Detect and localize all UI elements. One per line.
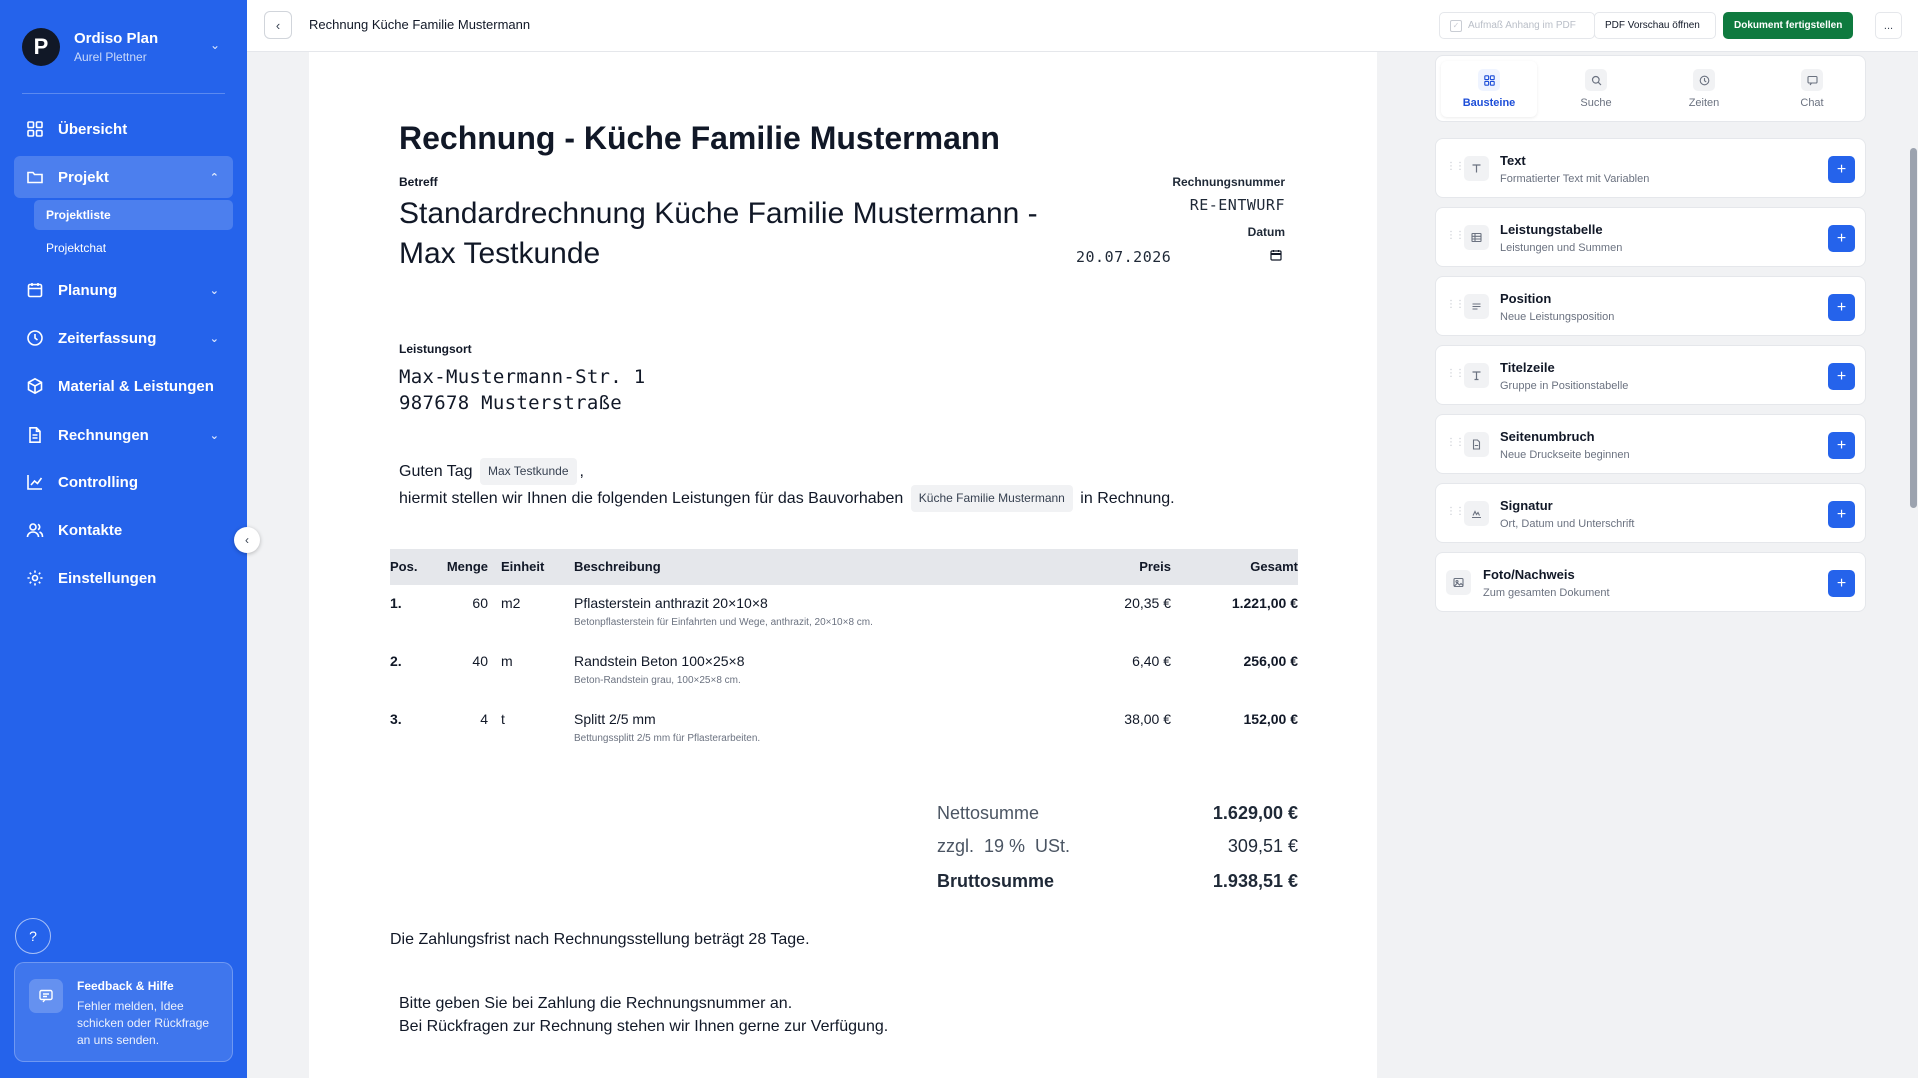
box-icon (24, 375, 46, 397)
block-subtitle: Neue Druckseite beginnen (1500, 449, 1630, 461)
question-icon: ? (29, 928, 37, 944)
panel-tabs (1435, 55, 1866, 122)
leistungsort-label: Leistungsort (399, 342, 472, 356)
drag-handle-icon[interactable]: ⋮⋮ (1446, 506, 1464, 517)
betreff-label: Betreff (399, 175, 438, 189)
row-title: Randstein Beton 100×25×8 (574, 653, 745, 669)
row-preis: 20,35 € (1124, 595, 1171, 611)
row-menge: 60 (472, 595, 488, 611)
row-title: Pflasterstein anthrazit 20×10×8 (574, 595, 768, 611)
chart-icon (24, 471, 46, 493)
row-einheit: m2 (501, 595, 521, 611)
sidebar-item-label: Kontakte (58, 521, 123, 539)
block-title: Leistungstabelle (1500, 222, 1603, 237)
add-block-button[interactable]: + (1828, 156, 1855, 183)
document-canvas (247, 52, 1415, 1078)
netto-row (937, 803, 1298, 827)
sidebar-item-rechnungen[interactable] (14, 414, 233, 456)
add-block-button[interactable]: + (1828, 501, 1855, 528)
block-subtitle: Neue Leistungsposition (1500, 311, 1615, 323)
rechnungsnummer-label: Rechnungsnummer (1172, 175, 1285, 189)
tab-label: Chat (1800, 97, 1824, 109)
body-text: hiermit stellen wir Ihnen die folgenden Leistungen für das Bauvorhaben (399, 490, 904, 507)
block-title: Text (1500, 153, 1526, 168)
sidebar-item-label: Einstellungen (58, 569, 157, 587)
tab-suche[interactable] (1548, 61, 1644, 117)
aufmass-checkbox[interactable] (1439, 12, 1595, 39)
sidebar-subitem-label: Projektliste (46, 208, 111, 222)
back-button[interactable] (264, 11, 292, 39)
app-logo: P (22, 28, 60, 66)
sidebar-item-label: Projekt (58, 168, 109, 186)
row-einheit: m (501, 653, 513, 669)
pdf-preview-button[interactable] (1594, 12, 1716, 39)
brutto-value: 1.938,51 € (1212, 871, 1298, 891)
sidebar-subitem-projektchat[interactable] (34, 233, 233, 263)
chevron-down-icon: ⌄ (209, 429, 219, 442)
add-block-button[interactable]: + (1828, 432, 1855, 459)
image-icon (1446, 570, 1471, 595)
chevron-left-icon: ‹ (275, 17, 281, 33)
payment-term-text[interactable]: Die Zahlungsfrist nach Rechnungsstellung beträgt 28 Tage. (390, 931, 810, 948)
datum-label: Datum (1247, 225, 1285, 239)
block-text[interactable] (1435, 138, 1866, 198)
block-leistungstabelle[interactable] (1435, 207, 1866, 267)
finish-document-button[interactable]: Dokument fertigstellen (1723, 12, 1853, 39)
drag-handle-icon[interactable]: ⋮⋮ (1446, 437, 1464, 448)
calendar-icon[interactable] (1270, 249, 1282, 261)
top-bar (247, 0, 1918, 52)
sidebar-item-label: Übersicht (58, 120, 128, 138)
add-block-button[interactable]: + (1828, 570, 1855, 597)
sidebar-item-label: Material & Leistungen (58, 377, 214, 395)
closing-text[interactable] (399, 992, 888, 1038)
brutto-row (937, 871, 1298, 895)
block-subtitle: Formatierter Text mit Variablen (1500, 173, 1650, 185)
vat-row (937, 836, 1298, 860)
col-menge: Menge (446, 559, 488, 574)
sidebar-item-einstellungen[interactable] (14, 557, 233, 599)
scrollbar-thumb[interactable] (1910, 148, 1917, 508)
feedback-text: Fehler melden, Idee schicken oder Rückfrage an uns senden. (77, 999, 210, 1047)
invoice-title[interactable]: Rechnung - Küche Familie Mustermann (399, 120, 1000, 156)
tab-label: Suche (1580, 97, 1612, 109)
row-einheit: t (501, 711, 505, 727)
table-header (390, 549, 1298, 585)
drag-handle-icon[interactable]: ⋮⋮ (1446, 161, 1464, 172)
netto-value: 1.629,00 € (1212, 803, 1298, 823)
blocks-icon (1478, 69, 1500, 91)
block-title: Signatur (1500, 498, 1553, 513)
grid-icon (24, 118, 46, 140)
sidebar-item-controlling[interactable] (14, 461, 233, 503)
body-text: in Rechnung. (1080, 490, 1175, 507)
row-pos: 2. (390, 653, 402, 669)
row-gesamt: 1.221,00 € (1231, 595, 1298, 611)
file-icon (24, 424, 46, 446)
sidebar-subitem-projektliste[interactable] (34, 200, 233, 230)
chat-icon (1801, 69, 1823, 91)
chevron-left-icon: ‹ (245, 533, 249, 547)
row-menge: 40 (472, 653, 488, 669)
block-seitenumbruch[interactable] (1435, 414, 1866, 474)
sidebar-item-label: Zeiterfassung (58, 329, 157, 347)
sidebar-collapse-button[interactable] (234, 527, 260, 553)
block-subtitle: Gruppe in Positionstabelle (1500, 380, 1629, 392)
tab-label: Bausteine (1462, 97, 1516, 109)
greeting-text[interactable] (399, 458, 1175, 512)
app-name: Ordiso Plan (74, 30, 159, 47)
signature-icon (1464, 501, 1489, 526)
table-row[interactable] (390, 711, 1298, 767)
greeting-comma: , (579, 463, 584, 480)
help-button[interactable] (15, 918, 51, 954)
table-icon (1464, 225, 1489, 250)
row-pos: 3. (390, 711, 402, 727)
workspace-switcher[interactable] (22, 26, 242, 68)
list-icon (1464, 294, 1489, 319)
add-block-button[interactable]: + (1828, 294, 1855, 321)
calendar-icon (24, 279, 46, 301)
page-break-icon (1464, 432, 1489, 457)
col-preis: Preis (1139, 559, 1171, 574)
tab-bausteine[interactable] (1441, 61, 1537, 117)
user-name: Aurel Plettner (74, 50, 147, 64)
row-description: Betonpflasterstein für Einfahrten und Wege, anthrazit, 20×10×8 cm. (574, 617, 873, 628)
sidebar-item-kontakte[interactable] (14, 509, 233, 551)
sidebar-divider (22, 93, 225, 94)
closing-line: Bitte geben Sie bei Zahlung die Rechnungsnummer an. (399, 995, 793, 1012)
col-gesamt: Gesamt (1250, 559, 1298, 574)
block-position[interactable] (1435, 276, 1866, 336)
tab-chat[interactable] (1764, 61, 1860, 117)
netto-label: Nettosumme (937, 803, 1040, 823)
address-line: 987678 Musterstraße (399, 392, 623, 414)
col-einheit: Einheit (501, 559, 545, 574)
sidebar-item-uebersicht[interactable] (14, 108, 233, 150)
greeting-prefix: Guten Tag (399, 463, 473, 480)
block-subtitle: Leistungen und Summen (1500, 242, 1623, 254)
brutto-label: Bruttosumme (937, 871, 1055, 891)
chevron-up-icon: ⌃ (209, 171, 219, 184)
row-gesamt: 256,00 € (1243, 653, 1298, 669)
drag-handle-icon[interactable]: ⋮⋮ (1446, 230, 1464, 241)
check-icon: ✓ (1450, 20, 1462, 32)
closing-line: Bei Rückfragen zur Rechnung stehen wir Ihnen gerne zur Verfügung. (399, 1018, 889, 1035)
row-description: Beton-Randstein grau, 100×25×8 cm. (574, 675, 741, 686)
chevron-down-icon: ⌄ (209, 332, 219, 345)
row-preis: 6,40 € (1132, 653, 1171, 669)
blocks-panel (1415, 52, 1906, 1078)
block-title: Foto/Nachweis (1483, 567, 1575, 582)
clock-icon (24, 327, 46, 349)
sidebar-item-material[interactable] (14, 365, 233, 407)
clock-icon (1693, 69, 1715, 91)
users-icon (24, 519, 46, 541)
add-block-button[interactable]: + (1828, 225, 1855, 252)
datum-field[interactable]: 20.07.2026 (1076, 248, 1172, 266)
folder-icon (24, 166, 46, 188)
block-title: Titelzeile (1500, 360, 1555, 375)
row-preis: 38,00 € (1124, 711, 1171, 727)
col-pos: Pos. (390, 559, 418, 574)
vat-value: 309,51 € (1227, 836, 1298, 856)
address-block[interactable] (399, 364, 646, 416)
sidebar (0, 0, 247, 1078)
document-page (309, 52, 1377, 1078)
row-description: Bettungssplitt 2/5 mm für Pflasterarbeiten. (574, 733, 761, 744)
sidebar-item-label: Planung (58, 281, 118, 299)
sidebar-item-zeiterfassung[interactable] (14, 317, 233, 359)
sidebar-item-label: Controlling (58, 473, 138, 491)
table-row[interactable] (390, 653, 1298, 709)
block-subtitle: Zum gesamten Dokument (1483, 587, 1610, 599)
table-row[interactable] (390, 595, 1298, 651)
block-title: Position (1500, 291, 1552, 306)
tab-label: Zeiten (1688, 97, 1720, 109)
betreff-field[interactable]: Standardrechnung Küche Familie Mustermann - Max Testkunde (399, 197, 1038, 270)
sidebar-item-projekt[interactable] (14, 156, 233, 198)
row-gesamt: 152,00 € (1243, 711, 1298, 727)
tab-zeiten[interactable] (1656, 61, 1752, 117)
chevron-down-icon: ⌄ (209, 38, 220, 52)
feedback-card[interactable] (14, 962, 233, 1062)
add-block-button[interactable]: + (1828, 363, 1855, 390)
sidebar-subitem-label: Projektchat (46, 241, 107, 255)
block-signatur[interactable] (1435, 483, 1866, 543)
row-menge: 4 (480, 711, 488, 727)
block-foto-nachweis[interactable] (1435, 552, 1866, 612)
rechnungsnummer-field[interactable]: RE-ENTWURF (1189, 196, 1285, 214)
aufmass-label: Aufmaß Anhang im PDF (1468, 20, 1576, 31)
sidebar-item-planung[interactable] (14, 269, 233, 311)
row-title: Splitt 2/5 mm (574, 711, 656, 727)
pdf-preview-label: PDF Vorschau öffnen (1605, 20, 1700, 31)
block-title: Seitenumbruch (1500, 429, 1595, 444)
col-beschreibung: Beschreibung (574, 559, 661, 574)
message-icon (29, 979, 63, 1013)
variable-chip-kunde[interactable]: Max Testkunde (480, 458, 577, 485)
gear-icon (24, 567, 46, 589)
row-pos: 1. (390, 595, 402, 611)
drag-handle-icon[interactable]: ⋮⋮ (1446, 368, 1464, 379)
block-titelzeile[interactable] (1435, 345, 1866, 405)
drag-handle-icon[interactable]: ⋮⋮ (1446, 299, 1464, 310)
document-title: Rechnung Küche Familie Mustermann (309, 17, 531, 32)
more-options-button[interactable]: ... (1875, 12, 1902, 39)
address-line: Max-Mustermann-Str. 1 (399, 366, 646, 388)
text-icon (1464, 156, 1489, 181)
sidebar-item-label: Rechnungen (58, 426, 149, 444)
chevron-down-icon: ⌄ (209, 284, 219, 297)
search-icon (1585, 69, 1607, 91)
vat-label[interactable]: zzgl. 19 % USt. (937, 836, 1071, 856)
heading-icon (1464, 363, 1489, 388)
block-subtitle: Ort, Datum und Unterschrift (1500, 518, 1635, 530)
variable-chip-projekt[interactable]: Küche Familie Mustermann (911, 485, 1073, 512)
feedback-title: Feedback & Hilfe (77, 979, 174, 993)
